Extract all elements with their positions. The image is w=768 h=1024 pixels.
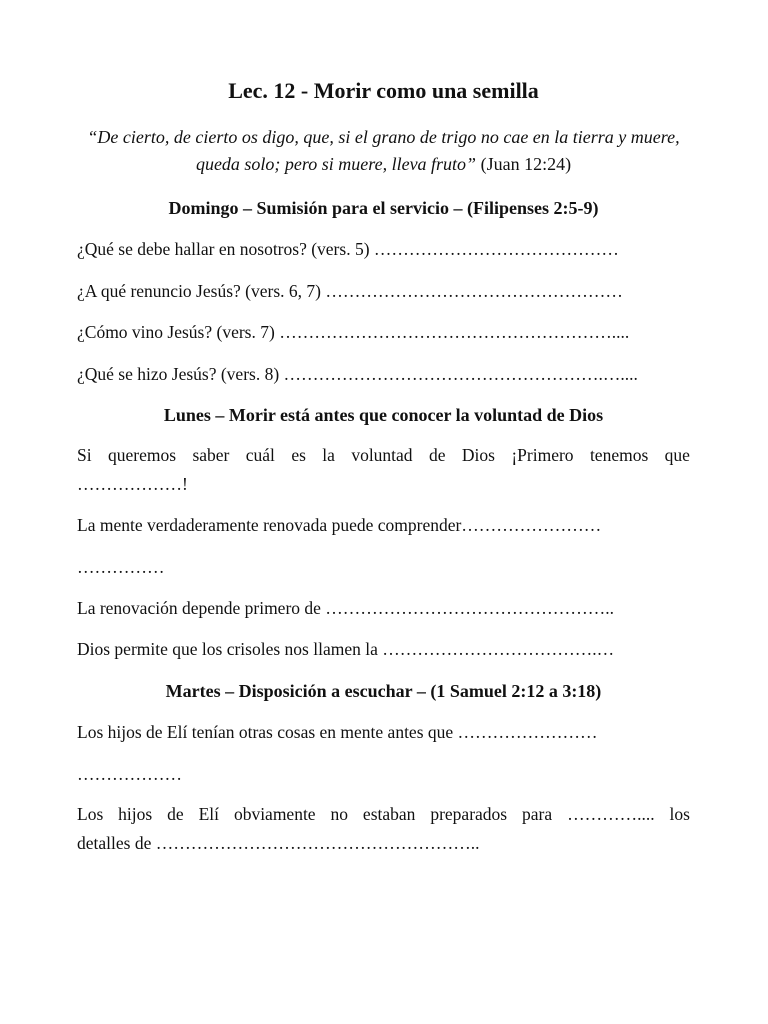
word: cuál bbox=[245, 445, 275, 465]
section-heading-martes: Martes – Disposición a escuchar – (1 Samuel 2:12 a 3:18) bbox=[165, 681, 602, 701]
word: Si bbox=[77, 445, 92, 465]
word: para bbox=[522, 804, 553, 824]
word: Elí bbox=[198, 804, 220, 824]
question-line: Dios permite que los crisoles nos llamen la ……………………………….… bbox=[77, 639, 615, 659]
fill-in-paragraph bbox=[77, 441, 690, 499]
word: de bbox=[428, 445, 446, 465]
justified-line bbox=[77, 800, 690, 829]
word: saber bbox=[192, 445, 230, 465]
paragraph-continuation: ………………! bbox=[77, 474, 188, 494]
word: la bbox=[322, 445, 335, 465]
question-line: ¿A qué renuncio Jesús? (vers. 6, 7) …………………………………………… bbox=[77, 281, 623, 301]
word: tenemos bbox=[589, 445, 649, 465]
word: queremos bbox=[108, 445, 177, 465]
word: ¡Primero bbox=[511, 445, 574, 465]
word: los bbox=[669, 804, 690, 824]
word: ………….... bbox=[567, 804, 655, 824]
answer-line: ……………… bbox=[77, 764, 182, 784]
question-line: ¿Qué se hizo Jesús? (vers. 8) ……………………………………………….….... bbox=[77, 364, 638, 384]
word: voluntad bbox=[351, 445, 413, 465]
question-line: ¿Qué se debe hallar en nosotros? (vers. 5) …………………………………… bbox=[77, 239, 619, 259]
justified-line bbox=[77, 441, 690, 470]
word: obviamente bbox=[233, 804, 316, 824]
question-line: Los hijos de Elí tenían otras cosas en mente antes que …………………… bbox=[77, 722, 598, 742]
answer-line: …………… bbox=[77, 557, 165, 577]
question-line: ¿Cómo vino Jesús? (vers. 7) ………………………………………………….... bbox=[77, 322, 630, 342]
word: Los bbox=[77, 804, 104, 824]
section-heading-lunes: Lunes – Morir está antes que conocer la voluntad de Dios bbox=[163, 405, 604, 425]
word: es bbox=[291, 445, 306, 465]
paragraph-continuation: detalles de ……………………………………………….. bbox=[77, 833, 480, 853]
lesson-title: Lec. 12 - Morir como una semilla bbox=[228, 78, 539, 103]
word: hijos bbox=[118, 804, 153, 824]
word: no bbox=[330, 804, 348, 824]
quote-text: “De cierto, de cierto os digo, que, si el grano de trigo no cae en la tierra y muere, queda solo; pero si muere, lleva fruto” bbox=[87, 127, 680, 174]
word: estaban bbox=[362, 804, 416, 824]
opening-quote bbox=[77, 124, 690, 178]
word: de bbox=[167, 804, 184, 824]
quote-reference: (Juan 12:24) bbox=[476, 154, 572, 174]
word: Dios bbox=[461, 445, 495, 465]
word: preparados bbox=[430, 804, 508, 824]
section-heading-domingo: Domingo – Sumisión para el servicio – (Filipenses 2:5-9) bbox=[168, 198, 599, 218]
fill-in-paragraph bbox=[77, 800, 690, 858]
question-line: La renovación depende primero de ………………………………………….. bbox=[77, 598, 615, 618]
question-line: La mente verdaderamente renovada puede comprender…………………… bbox=[77, 515, 602, 535]
word: que bbox=[664, 445, 690, 465]
